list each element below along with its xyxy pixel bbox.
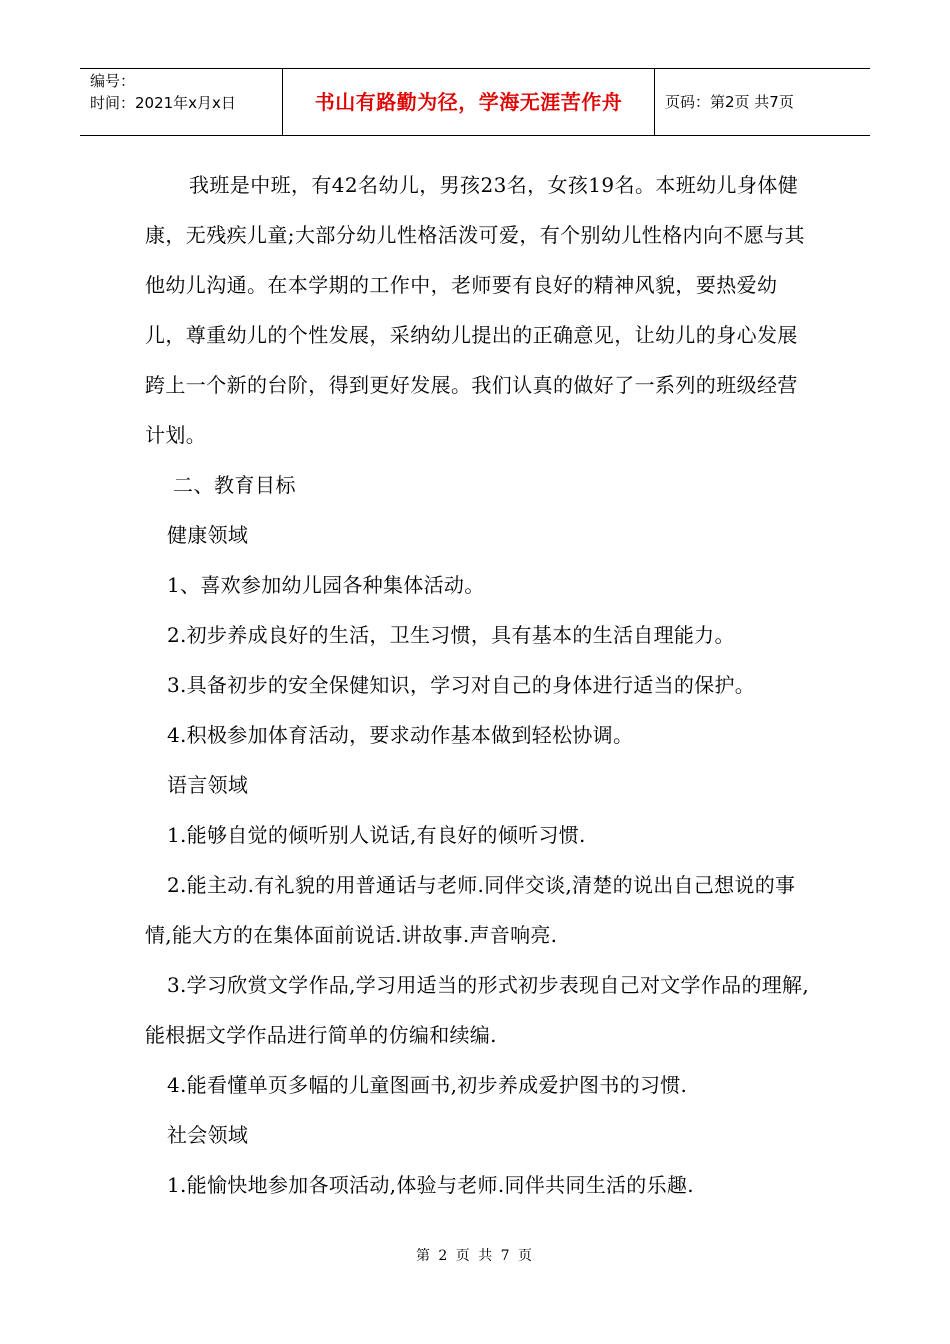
health-item-3: 3.具备初步的安全保健知识，学习对自己的身体进行适当的保护。	[167, 673, 756, 697]
health-item-1: 1、喜欢参加幼儿园各种集体活动。	[167, 573, 485, 597]
health-heading: 健康领域	[167, 523, 249, 547]
document-body	[145, 160, 810, 1210]
header-page-info: 页码：第2页 共7页	[665, 93, 794, 111]
document-date-label: 时间：2021年x月x日	[90, 94, 236, 112]
intro-paragraph: 我班是中班，有42名幼儿，男孩23名，女孩19名。本班幼儿身体健康，无残疾儿童;大部分幼儿性格活泼可爱，有个别幼儿性格内向不愿与其他幼儿沟通。在本学期的工作中，老师要有良好的精神风貌，要热爱幼儿，尊重幼儿的个性发展，采纳幼儿提出的正确意见，让幼儿的身心发展跨上一个新的台阶，得到更好发展。我们认真的做好了一系列的班级经营计划。	[145, 173, 805, 447]
social-item-1: 1.能愉快地参加各项活动,体验与老师.同伴共同生活的乐趣.	[167, 1173, 694, 1197]
health-item-4: 4.积极参加体育活动，要求动作基本做到轻松协调。	[167, 723, 634, 747]
language-item-3: 3.学习欣赏文学作品,学习用适当的形式初步表现自己对文学作品的理解,能根据文学作品进行简单的仿编和续编.	[145, 973, 809, 1047]
section-title: 二、教育目标	[173, 473, 296, 497]
language-item-1: 1.能够自觉的倾听别人说话,有良好的倾听习惯.	[167, 823, 586, 847]
header-meta-cell	[80, 69, 283, 135]
header-motto: 书山有路勤为径，学海无涯苦作舟	[283, 69, 655, 135]
health-item-2: 2.初步养成良好的生活，卫生习惯，具有基本的生活自理能力。	[167, 623, 735, 647]
document-header	[80, 68, 870, 136]
language-item-2: 2.能主动.有礼貌的用普通话与老师.同伴交谈,清楚的说出自己想说的事情,能大方的在集体面前说话.讲故事.声音响亮.	[145, 873, 796, 947]
page-footer: 第 2 页 共 7 页	[415, 1248, 535, 1264]
language-item-4: 4.能看懂单页多幅的儿童图画书,初步养成爱护图书的习惯.	[167, 1073, 688, 1097]
language-heading: 语言领域	[167, 773, 249, 797]
document-number-label: 编号：	[90, 72, 136, 90]
social-heading: 社会领域	[167, 1123, 249, 1147]
